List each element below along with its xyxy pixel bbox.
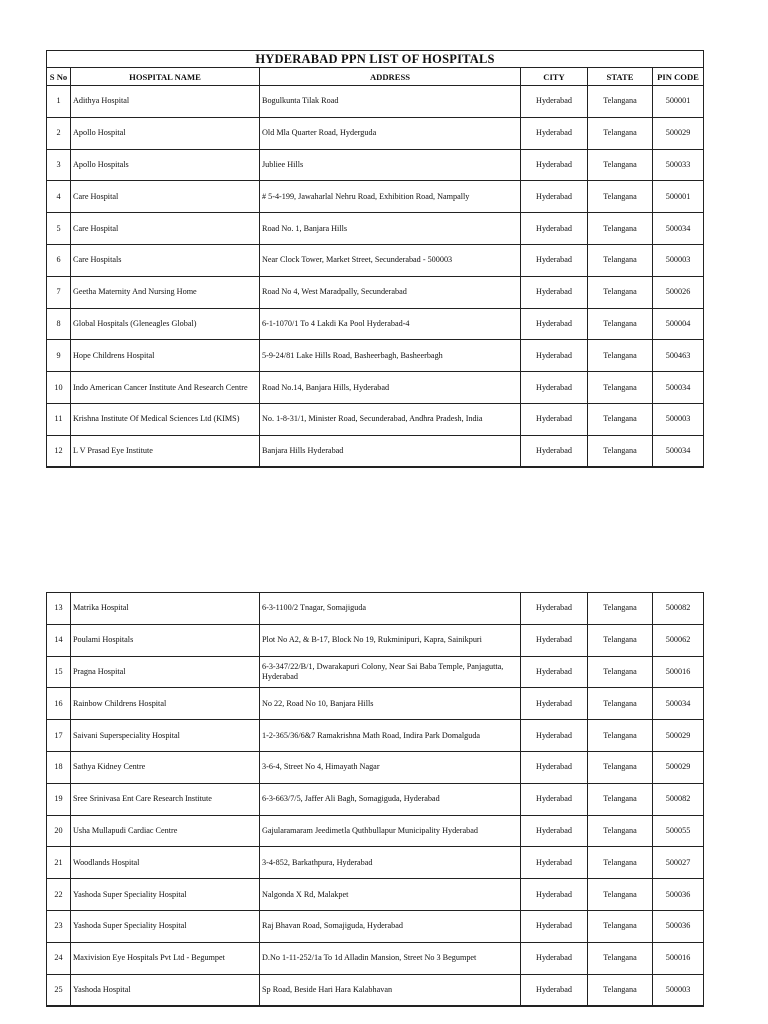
row-state: Telangana	[588, 783, 653, 815]
row-city: Hyderabad	[521, 435, 588, 467]
table-row	[47, 276, 704, 308]
row-sno: 15	[47, 656, 71, 688]
hospital-table-page1	[46, 50, 704, 468]
table-row	[47, 435, 704, 467]
row-city: Hyderabad	[521, 974, 588, 1006]
row-pin-code: 500036	[653, 879, 704, 911]
row-pin-code: 500033	[653, 149, 704, 181]
row-pin-code: 500036	[653, 910, 704, 942]
row-pin-code: 500001	[653, 86, 704, 118]
row-address: Road No 4, West Maradpally, Secunderabad	[260, 276, 521, 308]
row-pin-code: 500034	[653, 435, 704, 467]
row-city: Hyderabad	[521, 340, 588, 372]
row-address: Gajularamaram Jeedimetla Quthbullapur Municipality Hyderabad	[260, 815, 521, 847]
row-state: Telangana	[588, 720, 653, 752]
row-address: 6-3-347/22/B/1, Dwarakapuri Colony, Near Sai Baba Temple, Panjagutta, Hyderabad	[260, 656, 521, 688]
row-hospital-name: Adithya Hospital	[71, 86, 260, 118]
row-hospital-name: Global Hospitals (Gleneagles Global)	[71, 308, 260, 340]
row-city: Hyderabad	[521, 624, 588, 656]
row-hospital-name: Apollo Hospitals	[71, 149, 260, 181]
table-row	[47, 340, 704, 372]
row-address: 3-4-852, Barkathpura, Hyderabad	[260, 847, 521, 879]
row-address: 6-3-663/7/5, Jaffer Ali Bagh, Somagiguda, Hyderabad	[260, 783, 521, 815]
row-sno: 4	[47, 181, 71, 213]
row-state: Telangana	[588, 974, 653, 1006]
row-sno: 20	[47, 815, 71, 847]
row-city: Hyderabad	[521, 847, 588, 879]
row-state: Telangana	[588, 847, 653, 879]
row-pin-code: 500029	[653, 751, 704, 783]
header-row	[47, 68, 704, 86]
row-hospital-name: Yashoda Hospital	[71, 974, 260, 1006]
row-state: Telangana	[588, 403, 653, 435]
row-address: Road No. 1, Banjara Hills	[260, 213, 521, 245]
row-sno: 23	[47, 910, 71, 942]
row-state: Telangana	[588, 117, 653, 149]
table-row	[47, 783, 704, 815]
column-header-address: ADDRESS	[260, 68, 521, 86]
row-pin-code: 500004	[653, 308, 704, 340]
row-city: Hyderabad	[521, 910, 588, 942]
row-sno: 12	[47, 435, 71, 467]
table-row	[47, 213, 704, 245]
row-city: Hyderabad	[521, 815, 588, 847]
row-hospital-name: Yashoda Super Speciality Hospital	[71, 910, 260, 942]
row-address: Near Clock Tower, Market Street, Secunderabad - 500003	[260, 244, 521, 276]
row-hospital-name: Indo American Cancer Institute And Research Centre	[71, 372, 260, 404]
row-hospital-name: Apollo Hospital	[71, 117, 260, 149]
row-address: Banjara Hills Hyderabad	[260, 435, 521, 467]
row-city: Hyderabad	[521, 276, 588, 308]
row-pin-code: 500055	[653, 815, 704, 847]
row-state: Telangana	[588, 181, 653, 213]
table-row	[47, 403, 704, 435]
row-sno: 22	[47, 879, 71, 911]
row-state: Telangana	[588, 372, 653, 404]
row-state: Telangana	[588, 751, 653, 783]
row-city: Hyderabad	[521, 783, 588, 815]
row-state: Telangana	[588, 213, 653, 245]
row-hospital-name: Matrika Hospital	[71, 593, 260, 625]
row-hospital-name: Woodlands Hospital	[71, 847, 260, 879]
row-state: Telangana	[588, 244, 653, 276]
row-city: Hyderabad	[521, 656, 588, 688]
row-city: Hyderabad	[521, 244, 588, 276]
document-title: HYDERABAD PPN LIST OF HOSPITALS	[47, 51, 704, 68]
row-sno: 10	[47, 372, 71, 404]
row-pin-code: 500003	[653, 974, 704, 1006]
row-sno: 25	[47, 974, 71, 1006]
row-city: Hyderabad	[521, 593, 588, 625]
row-sno: 6	[47, 244, 71, 276]
row-address: Bogulkunta Tilak Road	[260, 86, 521, 118]
row-hospital-name: Care Hospitals	[71, 244, 260, 276]
column-header-hospital-name: HOSPITAL NAME	[71, 68, 260, 86]
row-pin-code: 500003	[653, 244, 704, 276]
row-pin-code: 500016	[653, 942, 704, 974]
row-city: Hyderabad	[521, 720, 588, 752]
row-sno: 11	[47, 403, 71, 435]
row-hospital-name: Care Hospital	[71, 213, 260, 245]
row-address: 3-6-4, Street No 4, Himayath Nagar	[260, 751, 521, 783]
row-hospital-name: Yashoda Super Speciality Hospital	[71, 879, 260, 911]
table-row	[47, 974, 704, 1006]
row-sno: 17	[47, 720, 71, 752]
row-pin-code: 500027	[653, 847, 704, 879]
row-state: Telangana	[588, 942, 653, 974]
row-pin-code: 500003	[653, 403, 704, 435]
table-row	[47, 688, 704, 720]
row-sno: 5	[47, 213, 71, 245]
row-pin-code: 500016	[653, 656, 704, 688]
row-city: Hyderabad	[521, 372, 588, 404]
table-row	[47, 86, 704, 118]
row-hospital-name: Usha Mullapudi Cardiac Centre	[71, 815, 260, 847]
row-hospital-name: Pragna Hospital	[71, 656, 260, 688]
row-address: Nalgonda X Rd, Malakpet	[260, 879, 521, 911]
row-city: Hyderabad	[521, 403, 588, 435]
row-sno: 18	[47, 751, 71, 783]
row-address: D.No 1-11-252/1a To 1d Alladin Mansion, Street No 3 Begumpet	[260, 942, 521, 974]
row-address: No 22, Road No 10, Banjara Hills	[260, 688, 521, 720]
row-hospital-name: Sathya Kidney Centre	[71, 751, 260, 783]
row-sno: 13	[47, 593, 71, 625]
column-header-pin-code: PIN CODE	[653, 68, 704, 86]
row-city: Hyderabad	[521, 149, 588, 181]
row-pin-code: 500082	[653, 593, 704, 625]
row-hospital-name: Geetha Maternity And Nursing Home	[71, 276, 260, 308]
table-row	[47, 117, 704, 149]
row-sno: 9	[47, 340, 71, 372]
row-state: Telangana	[588, 276, 653, 308]
row-pin-code: 500062	[653, 624, 704, 656]
row-state: Telangana	[588, 593, 653, 625]
row-state: Telangana	[588, 656, 653, 688]
row-address: Raj Bhavan Road, Somajiguda, Hyderabad	[260, 910, 521, 942]
row-sno: 16	[47, 688, 71, 720]
table-row	[47, 720, 704, 752]
row-city: Hyderabad	[521, 86, 588, 118]
row-pin-code: 500026	[653, 276, 704, 308]
row-hospital-name: Saivani Superspeciality Hospital	[71, 720, 260, 752]
table-row	[47, 942, 704, 974]
table-body-page2	[47, 593, 704, 1006]
row-city: Hyderabad	[521, 879, 588, 911]
table-row	[47, 815, 704, 847]
row-hospital-name: Hope Childrens Hospital	[71, 340, 260, 372]
row-address: Sp Road, Beside Hari Hara Kalabhavan	[260, 974, 521, 1006]
hospital-table-page2	[46, 592, 704, 1007]
table-row	[47, 308, 704, 340]
row-address: 6-3-1100/2 Tnagar, Somajiguda	[260, 593, 521, 625]
row-state: Telangana	[588, 879, 653, 911]
table-row	[47, 847, 704, 879]
row-sno: 24	[47, 942, 71, 974]
row-pin-code: 500082	[653, 783, 704, 815]
table-row	[47, 879, 704, 911]
table-row	[47, 910, 704, 942]
row-city: Hyderabad	[521, 942, 588, 974]
row-sno: 14	[47, 624, 71, 656]
column-header-state: STATE	[588, 68, 653, 86]
row-state: Telangana	[588, 149, 653, 181]
row-pin-code: 500463	[653, 340, 704, 372]
row-pin-code: 500034	[653, 688, 704, 720]
row-address: Plot No A2, & B-17, Block No 19, Rukminipuri, Kapra, Sainikpuri	[260, 624, 521, 656]
row-state: Telangana	[588, 815, 653, 847]
row-city: Hyderabad	[521, 308, 588, 340]
row-hospital-name: L V Prasad Eye Institute	[71, 435, 260, 467]
table-row	[47, 372, 704, 404]
row-city: Hyderabad	[521, 117, 588, 149]
row-state: Telangana	[588, 308, 653, 340]
table-row	[47, 149, 704, 181]
row-sno: 3	[47, 149, 71, 181]
row-hospital-name: Krishna Institute Of Medical Sciences Ltd (KIMS)	[71, 403, 260, 435]
row-city: Hyderabad	[521, 213, 588, 245]
title-row	[47, 51, 704, 68]
row-state: Telangana	[588, 340, 653, 372]
row-hospital-name: Sree Srinivasa Ent Care Research Institute	[71, 783, 260, 815]
table-body-page1	[47, 86, 704, 468]
row-sno: 2	[47, 117, 71, 149]
row-hospital-name: Care Hospital	[71, 181, 260, 213]
table-row	[47, 624, 704, 656]
column-header-sno: S No	[47, 68, 71, 86]
row-state: Telangana	[588, 86, 653, 118]
row-sno: 7	[47, 276, 71, 308]
row-sno: 19	[47, 783, 71, 815]
table-row	[47, 751, 704, 783]
row-city: Hyderabad	[521, 688, 588, 720]
row-pin-code: 500029	[653, 720, 704, 752]
row-address: 5-9-24/81 Lake Hills Road, Basheerbagh, Basheerbagh	[260, 340, 521, 372]
row-address: 6-1-1070/1 To 4 Lakdi Ka Pool Hyderabad-4	[260, 308, 521, 340]
row-state: Telangana	[588, 910, 653, 942]
row-pin-code: 500034	[653, 372, 704, 404]
row-address: No. 1-8-31/1, Minister Road, Secunderabad, Andhra Pradesh, India	[260, 403, 521, 435]
row-state: Telangana	[588, 624, 653, 656]
row-sno: 1	[47, 86, 71, 118]
row-address: # 5-4-199, Jawaharlal Nehru Road, Exhibition Road, Nampally	[260, 181, 521, 213]
row-hospital-name: Rainbow Childrens Hospital	[71, 688, 260, 720]
row-address: 1-2-365/36/6&7 Ramakrishna Math Road, Indira Park Domalguda	[260, 720, 521, 752]
row-address: Jubliee Hills	[260, 149, 521, 181]
column-header-city: CITY	[521, 68, 588, 86]
row-address: Old Mla Quarter Road, Hyderguda	[260, 117, 521, 149]
row-city: Hyderabad	[521, 181, 588, 213]
row-sno: 8	[47, 308, 71, 340]
row-hospital-name: Poulami Hospitals	[71, 624, 260, 656]
row-pin-code: 500029	[653, 117, 704, 149]
table-row	[47, 656, 704, 688]
row-sno: 21	[47, 847, 71, 879]
table-row	[47, 181, 704, 213]
row-city: Hyderabad	[521, 751, 588, 783]
row-state: Telangana	[588, 688, 653, 720]
row-hospital-name: Maxivision Eye Hospitals Pvt Ltd - Begumpet	[71, 942, 260, 974]
row-state: Telangana	[588, 435, 653, 467]
row-pin-code: 500001	[653, 181, 704, 213]
row-address: Road No.14, Banjara Hills, Hyderabad	[260, 372, 521, 404]
table-row	[47, 593, 704, 625]
table-row	[47, 244, 704, 276]
row-pin-code: 500034	[653, 213, 704, 245]
